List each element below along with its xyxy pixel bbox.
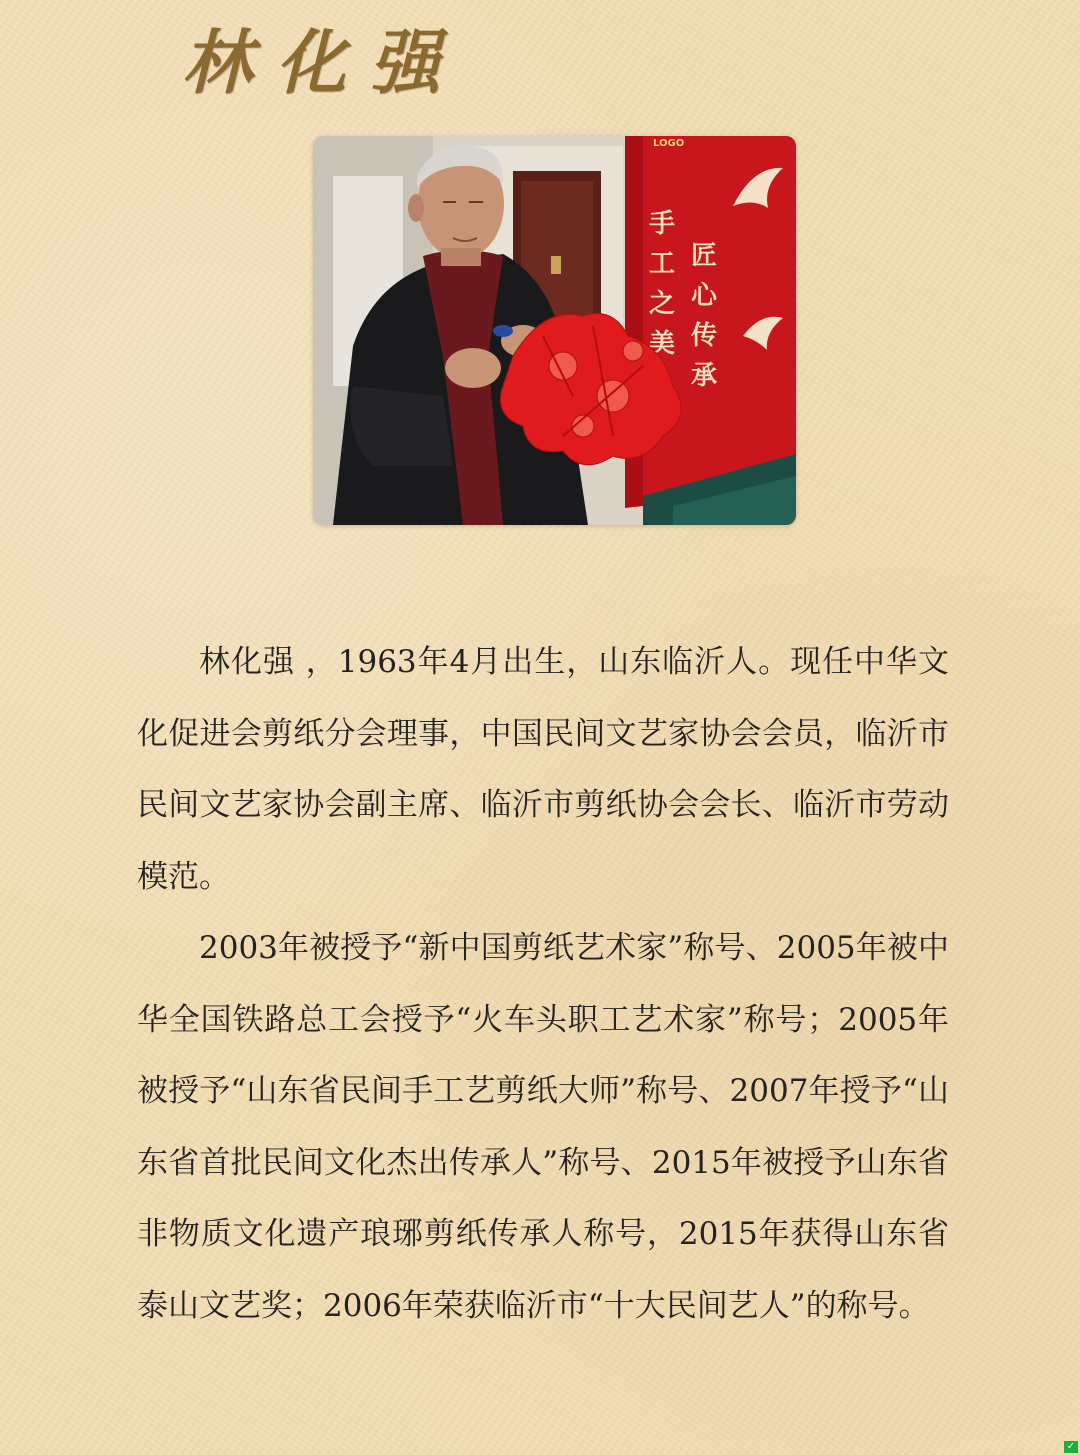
bio-paragraph-1: 林化强 ，1963年4月出生，山东临沂人。现任中华文化促进会剪纸分会理事，中国民间文艺家协会会员，临沂市民间文艺家协会副主席、临沂市剪纸协会会长、临沂市劳动模范。 bbox=[137, 644, 949, 895]
portrait-photo bbox=[313, 136, 796, 525]
corner-badge-icon: ✓ bbox=[1064, 1441, 1078, 1453]
banner-text-right: 匠心传承 bbox=[691, 241, 718, 391]
banner-text-left: 手工之美 bbox=[649, 209, 676, 359]
svg-text:LOGO: LOGO bbox=[653, 138, 685, 149]
bio-paragraph-2: 2003年被授予“新中国剪纸艺术家”称号、2005年被中华全国铁路总工会授予“火车头职工艺术家”称号；2005年被授予“山东省民间手工艺剪纸大师”称号、2007年授予“山东省首批民间文化杰出传承人”称号、2015年被授予山东省非物质文化遗产琅琊剪纸传承人称号，2015年获得山东省泰山文艺奖；2006年荣获临沂市“十大民间艺人”的称号。 bbox=[137, 930, 949, 1324]
page-title: 林化强 bbox=[182, 21, 464, 104]
biography-text bbox=[137, 627, 949, 1342]
